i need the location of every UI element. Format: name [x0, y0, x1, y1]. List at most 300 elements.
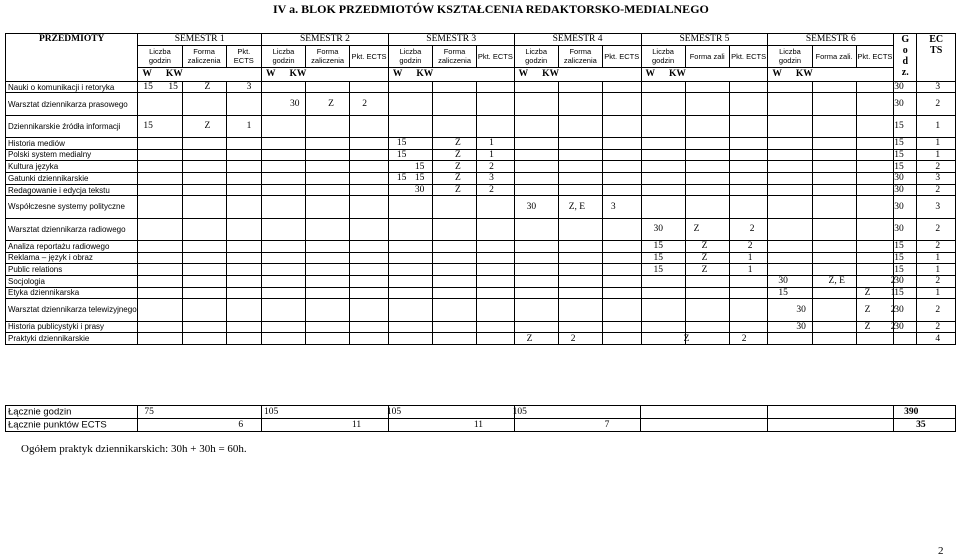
- cell-value: 15: [168, 82, 178, 93]
- semester-cell: [432, 240, 476, 252]
- godz-header: Godz.: [894, 34, 917, 82]
- semester-cell: [477, 184, 515, 196]
- semester-cell: [261, 252, 305, 264]
- cell-value: 30: [796, 304, 806, 315]
- semester-cell: [641, 333, 685, 345]
- summary-ects-s6: [768, 419, 894, 432]
- total-hours-cell: [894, 333, 917, 345]
- semester-cell: [350, 321, 389, 333]
- semester-cell: [729, 321, 768, 333]
- cell-value: 3: [935, 173, 941, 184]
- semester-cell: [514, 184, 558, 196]
- cell-value: 3: [246, 82, 252, 93]
- cell-value: 30: [894, 201, 904, 212]
- semester-cell: [768, 218, 812, 240]
- semester-cell: [602, 275, 641, 287]
- cell-value: 1: [935, 121, 941, 132]
- subject-name: Analiza reportażu radiowego: [6, 240, 138, 252]
- semester-1-w-kw: W KW: [138, 67, 262, 81]
- total-hours-cell: [894, 115, 917, 137]
- cell-value: Z: [454, 185, 461, 195]
- semester-cell: [432, 93, 476, 115]
- page-number: 2: [938, 545, 944, 557]
- semester-cell: [514, 299, 558, 321]
- semester-cell: [182, 321, 226, 333]
- semester-cell: [138, 81, 182, 93]
- cell-value: 3: [489, 173, 494, 184]
- semester-cell: [261, 93, 305, 115]
- semester-cell: [685, 252, 729, 264]
- cell-value: 1: [935, 149, 941, 160]
- semester-cell: [226, 93, 261, 115]
- semester-cell: [306, 275, 350, 287]
- total-hours-cell: [894, 149, 917, 161]
- cell-value: 1: [246, 121, 252, 132]
- semester-cell: [261, 240, 305, 252]
- semester-cell: [641, 93, 685, 115]
- semester-cell: [768, 115, 812, 137]
- semester-cell: [306, 161, 350, 173]
- semester-cell: [432, 287, 476, 299]
- semester-cell: [226, 252, 261, 264]
- semester-cell: [477, 275, 515, 287]
- subject-name: Kultura języka: [6, 161, 138, 173]
- summary-hours-s2: 105: [261, 406, 388, 419]
- total-hours-cell: [894, 321, 917, 333]
- cell-value: 2: [935, 161, 941, 172]
- summary-hours-s4: 105: [514, 406, 641, 419]
- semester-cell: [432, 149, 476, 161]
- semester-cell: [350, 184, 389, 196]
- cell-value: 2: [935, 276, 941, 287]
- semester-cell: [812, 115, 856, 137]
- semester-cell: [226, 275, 261, 287]
- semester-1-pkt-ects-label: Pkt. ECTS: [226, 45, 261, 67]
- semester-cell: [812, 93, 856, 115]
- cell-value: 15: [143, 82, 153, 93]
- semester-cell: [182, 333, 226, 345]
- semester-cell: [558, 264, 602, 276]
- semester-cell: [812, 196, 856, 218]
- semester-1-forma-zaliczenia-label: Forma zaliczenia: [182, 45, 226, 67]
- semester-cell: [602, 321, 641, 333]
- semester-cell: [768, 184, 812, 196]
- cell-value: 15: [894, 241, 904, 252]
- semester-cell: [641, 264, 685, 276]
- subject-name: Nauki o komunikacji i retoryka: [6, 81, 138, 93]
- semester-cell: [388, 137, 432, 149]
- semester-2-header: SEMESTR 2: [261, 34, 388, 46]
- semester-cell: [602, 184, 641, 196]
- table-row: [6, 264, 956, 276]
- semester-cell: [261, 287, 305, 299]
- semester-cell: [350, 275, 389, 287]
- semester-cell: [685, 264, 729, 276]
- semester-cell: [261, 196, 305, 218]
- semester-cell: [768, 321, 812, 333]
- semester-3-liczba-godzin-label: Liczba godzin: [388, 45, 432, 67]
- semester-cell: [477, 149, 515, 161]
- cell-value: Z: [683, 333, 690, 344]
- total-hours-cell: [894, 196, 917, 218]
- cell-value: 1: [935, 138, 941, 149]
- semester-cell: [558, 173, 602, 185]
- cell-value: 30: [526, 201, 537, 212]
- semester-cell: [768, 81, 812, 93]
- total-hours-cell: [894, 287, 917, 299]
- semester-cell: [729, 93, 768, 115]
- cell-value: 30: [414, 185, 425, 195]
- semester-cell: [812, 173, 856, 185]
- semester-cell: [602, 299, 641, 321]
- semester-cell: [432, 275, 476, 287]
- total-ects-cell: [917, 196, 956, 218]
- table-row: [6, 173, 956, 185]
- semester-cell: [856, 275, 894, 287]
- semester-cell: [306, 252, 350, 264]
- semester-cell: [388, 161, 432, 173]
- semester-cell: [477, 173, 515, 185]
- cell-value: 15: [894, 252, 904, 263]
- semester-cell: [477, 218, 515, 240]
- semester-cell: [388, 252, 432, 264]
- semester-cell: [138, 299, 182, 321]
- semester-cell: [138, 275, 182, 287]
- cell-value: 15: [894, 287, 904, 298]
- ects-header: ECTS: [917, 34, 956, 82]
- cell-value: 30: [894, 224, 904, 235]
- semester-cell: [641, 161, 685, 173]
- cell-value: Z: [454, 161, 461, 172]
- semester-cell: [388, 321, 432, 333]
- subject-name: Gatunki dziennikarskie: [6, 173, 138, 185]
- semester-cell: [602, 81, 641, 93]
- cell-value: 15: [894, 138, 904, 149]
- semester-6-pkt-ects-label: Pkt. ECTS: [856, 45, 894, 67]
- subject-name: Warsztat dziennikarza radiowego: [6, 218, 138, 240]
- semester-cell: [138, 93, 182, 115]
- semester-cell: [432, 173, 476, 185]
- cell-value: 1: [890, 287, 896, 298]
- total-ects-cell: [917, 321, 956, 333]
- semester-cell: [558, 252, 602, 264]
- semester-cell: [729, 333, 768, 345]
- semester-cell: [226, 81, 261, 93]
- semester-6-forma-zaliczenia-label: Forma zali.: [812, 45, 856, 67]
- semester-cell: [182, 93, 226, 115]
- semester-cell: [138, 218, 182, 240]
- semester-cell: [138, 115, 182, 137]
- semester-6-w-kw: W KW: [768, 67, 894, 81]
- semester-cell: [138, 173, 182, 185]
- summary-hours-s6: [768, 406, 894, 419]
- semester-cell: [685, 115, 729, 137]
- semester-cell: [432, 299, 476, 321]
- cell-value: 2: [749, 224, 755, 235]
- semester-cell: [182, 173, 226, 185]
- semester-5-header: SEMESTR 5: [641, 34, 768, 46]
- cell-value: 2: [489, 185, 494, 195]
- semester-cell: [812, 137, 856, 149]
- semester-cell: [182, 137, 226, 149]
- semester-cell: [685, 137, 729, 149]
- semester-cell: [768, 240, 812, 252]
- total-hours-cell: [894, 161, 917, 173]
- semester-cell: [306, 196, 350, 218]
- cell-value: 1: [747, 264, 753, 275]
- total-hours-cell: [894, 137, 917, 149]
- semester-cell: [729, 173, 768, 185]
- semester-cell: [388, 264, 432, 276]
- semester-cell: [261, 161, 305, 173]
- semester-cell: [226, 299, 261, 321]
- table-row: [6, 81, 956, 93]
- semester-cell: [729, 196, 768, 218]
- semester-cell: [514, 218, 558, 240]
- cell-value: 2: [489, 161, 494, 172]
- semester-cell: [388, 287, 432, 299]
- semester-5-liczba-godzin-label: Liczba godzin: [641, 45, 685, 67]
- table-row: [6, 287, 956, 299]
- semester-cell: [558, 299, 602, 321]
- table-row: [6, 240, 956, 252]
- total-hours-cell: [894, 299, 917, 321]
- semester-cell: [226, 149, 261, 161]
- subject-name: Public relations: [6, 264, 138, 276]
- subject-name: Polski system medialny: [6, 149, 138, 161]
- semester-cell: [856, 196, 894, 218]
- semester-cell: [856, 161, 894, 173]
- semester-cell: [306, 240, 350, 252]
- semester-cell: [514, 240, 558, 252]
- semester-cell: [226, 137, 261, 149]
- semester-cell: [768, 93, 812, 115]
- total-ects-cell: [917, 240, 956, 252]
- semester-2-w-kw: W KW: [261, 67, 388, 81]
- semester-cell: [812, 218, 856, 240]
- total-ects-cell: [917, 275, 956, 287]
- cell-value: Z: [864, 287, 871, 298]
- semester-cell: [477, 287, 515, 299]
- semester-cell: [812, 161, 856, 173]
- total-ects-cell: [917, 161, 956, 173]
- semester-cell: [477, 161, 515, 173]
- semester-cell: [768, 149, 812, 161]
- semester-cell: [641, 240, 685, 252]
- cell-value: 1: [489, 149, 494, 160]
- semester-cell: [388, 299, 432, 321]
- semester-cell: [261, 321, 305, 333]
- semester-cell: [306, 93, 350, 115]
- semester-cell: [856, 173, 894, 185]
- semester-cell: [558, 115, 602, 137]
- semester-cell: [477, 299, 515, 321]
- semester-cell: [350, 149, 389, 161]
- semester-cell: [729, 137, 768, 149]
- subject-name: Reklama – język i obraz: [6, 252, 138, 264]
- semester-3-w-kw: W KW: [388, 67, 514, 81]
- table-row: [6, 115, 956, 137]
- summary-ects-s1: 6: [138, 419, 262, 432]
- cell-value: 3: [935, 82, 941, 93]
- semester-cell: [182, 275, 226, 287]
- semester-cell: [306, 264, 350, 276]
- semester-cell: [685, 240, 729, 252]
- semester-cell: [641, 287, 685, 299]
- summary-hours-row: [6, 406, 956, 419]
- semester-cell: [182, 252, 226, 264]
- semester-cell: [856, 93, 894, 115]
- cell-value: 2: [362, 99, 367, 110]
- semester-cell: [856, 149, 894, 161]
- total-ects-cell: [917, 264, 956, 276]
- semester-cell: [641, 299, 685, 321]
- total-ects-cell: [917, 299, 956, 321]
- semester-cell: [641, 184, 685, 196]
- total-ects-cell: [917, 184, 956, 196]
- summary-ects-s5: [641, 419, 768, 432]
- semester-cell: [514, 252, 558, 264]
- cell-value: 15: [894, 121, 904, 132]
- cell-value: Z: [328, 99, 334, 110]
- summary-hours-s5: [641, 406, 768, 419]
- semester-cell: [641, 218, 685, 240]
- semester-cell: [641, 173, 685, 185]
- semester-cell: [685, 93, 729, 115]
- summary-ects-s2: 11: [261, 419, 388, 432]
- semester-cell: [138, 149, 182, 161]
- semester-cell: [812, 149, 856, 161]
- semester-cell: [514, 321, 558, 333]
- semester-cell: [685, 275, 729, 287]
- semester-cell: [812, 299, 856, 321]
- semester-cell: [350, 161, 389, 173]
- semester-cell: [306, 81, 350, 93]
- cell-value: Z: [454, 149, 461, 160]
- semester-cell: [685, 149, 729, 161]
- semester-cell: [182, 149, 226, 161]
- semester-cell: [856, 252, 894, 264]
- semester-cell: [350, 240, 389, 252]
- total-ects-cell: [917, 218, 956, 240]
- semester-cell: [350, 137, 389, 149]
- semester-cell: [602, 252, 641, 264]
- semester-cell: [261, 264, 305, 276]
- cell-value: Z: [454, 173, 461, 184]
- cell-value: 2: [935, 321, 941, 332]
- summary-hours-s3: 105: [388, 406, 514, 419]
- semester-cell: [729, 218, 768, 240]
- semester-cell: [388, 218, 432, 240]
- semester-cell: [812, 184, 856, 196]
- table-row: [6, 299, 956, 321]
- cell-value: 30: [894, 185, 904, 195]
- semester-cell: [514, 115, 558, 137]
- cell-value: 30: [894, 276, 904, 287]
- cell-value: 1: [489, 138, 494, 149]
- semester-cell: [602, 264, 641, 276]
- subject-name: Socjologia: [6, 275, 138, 287]
- semester-cell: [768, 333, 812, 345]
- total-hours-cell: [894, 218, 917, 240]
- semester-cell: [306, 149, 350, 161]
- cell-value: Z: [693, 224, 700, 235]
- cell-value: 15: [396, 173, 407, 184]
- semester-cell: [641, 252, 685, 264]
- table-row: [6, 333, 956, 345]
- semester-cell: [812, 321, 856, 333]
- semester-cell: [350, 264, 389, 276]
- semester-cell: [812, 333, 856, 345]
- table-row: [6, 161, 956, 173]
- semester-cell: [856, 321, 894, 333]
- semester-cell: [685, 184, 729, 196]
- cell-value: 15: [414, 161, 425, 172]
- semester-cell: [729, 275, 768, 287]
- semester-cell: [388, 275, 432, 287]
- semester-cell: [641, 137, 685, 149]
- semester-cell: [261, 149, 305, 161]
- semester-cell: [729, 240, 768, 252]
- cell-value: 3: [610, 201, 616, 212]
- subject-name: Praktyki dziennikarskie: [6, 333, 138, 345]
- semester-cell: [729, 287, 768, 299]
- semester-cell: [138, 264, 182, 276]
- semester-cell: [856, 184, 894, 196]
- semester-cell: [558, 275, 602, 287]
- cell-value: Z: [454, 138, 461, 149]
- semester-cell: [306, 333, 350, 345]
- total-hours-cell: [894, 184, 917, 196]
- semester-cell: [514, 137, 558, 149]
- semester-cell: [226, 240, 261, 252]
- table-row: [6, 137, 956, 149]
- semester-cell: [388, 115, 432, 137]
- cell-value: 2: [890, 304, 896, 315]
- semester-cell: [350, 115, 389, 137]
- cell-value: 15: [894, 149, 904, 160]
- semester-cell: [261, 275, 305, 287]
- semester-cell: [729, 81, 768, 93]
- semester-cell: [226, 287, 261, 299]
- semester-cell: [138, 252, 182, 264]
- semester-cell: [388, 240, 432, 252]
- przedmioty-header: PRZEDMIOTY: [6, 34, 138, 82]
- cell-value: 2: [570, 333, 576, 344]
- semester-cell: [514, 196, 558, 218]
- semester-cell: [261, 137, 305, 149]
- semester-cell: [477, 93, 515, 115]
- cell-value: 15: [396, 138, 407, 149]
- total-hours-cell: [894, 252, 917, 264]
- total-ects-cell: [917, 115, 956, 137]
- cell-value: 2: [741, 333, 747, 344]
- semester-cell: [729, 299, 768, 321]
- cell-value: 2: [890, 276, 896, 287]
- semester-cell: [558, 287, 602, 299]
- semester-cell: [856, 81, 894, 93]
- semester-6-header: SEMESTR 6: [768, 34, 894, 46]
- semester-cell: [602, 161, 641, 173]
- summary-ects-s3: 11: [388, 419, 514, 432]
- semester-3-forma-zaliczenia-label: Forma zaliczenia: [432, 45, 476, 67]
- cell-value: 15: [396, 149, 407, 160]
- semester-cell: [432, 137, 476, 149]
- cell-value: Z: [701, 264, 708, 275]
- summary-ects-label: Łącznie punktów ECTS: [6, 419, 138, 432]
- semester-cell: [226, 196, 261, 218]
- cell-value: 2: [890, 321, 896, 332]
